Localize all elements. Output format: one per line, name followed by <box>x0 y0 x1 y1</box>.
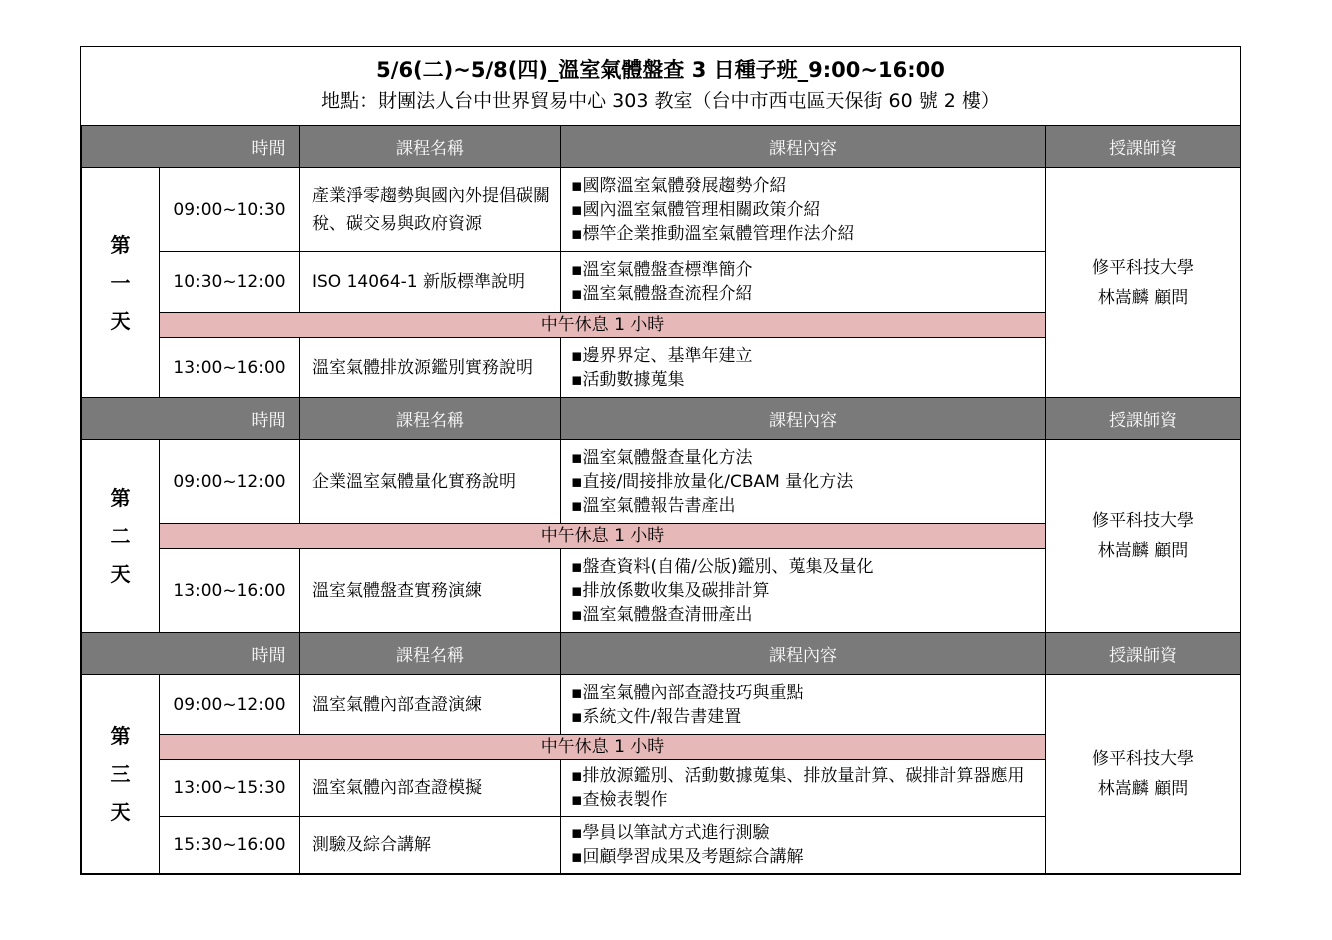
header-content: 課程內容 <box>561 398 1046 440</box>
session-course: 溫室氣體內部查證演練 <box>300 675 561 735</box>
session-course: 溫室氣體盤查實務演練 <box>300 549 561 633</box>
session-course: 企業溫室氣體量化實務說明 <box>300 440 561 524</box>
table-row <box>82 675 1241 735</box>
day-label: 第 二 天 <box>82 440 160 633</box>
lecturer-name: 林嵩麟 顧問 <box>1097 541 1189 561</box>
document-title: 5/6(二)~5/8(四)_溫室氣體盤查 3 日種子班_9:00~16:00 <box>376 58 945 82</box>
session-time: 09:00~12:00 <box>160 675 300 735</box>
session-content: ▪溫室氣體盤查量化方法 ▪直接/間接排放量化/CBAM 量化方法 ▪溫室氣體報告書產出 <box>561 440 1046 524</box>
session-time: 09:00~10:30 <box>160 168 300 252</box>
lecturer-org: 修平科技大學 <box>1092 511 1194 531</box>
lecturer-org: 修平科技大學 <box>1092 749 1194 769</box>
schedule-document <box>80 46 1241 875</box>
session-time: 13:00~16:00 <box>160 338 300 398</box>
session-time: 10:30~12:00 <box>160 252 300 313</box>
session-time: 09:00~12:00 <box>160 440 300 524</box>
lunch-break: 中午休息 1 小時 <box>160 313 1046 338</box>
session-course: 測驗及綜合講解 <box>300 817 561 874</box>
header-lecturer: 授課師資 <box>1046 633 1241 675</box>
lecturer-cell <box>1046 675 1241 874</box>
lunch-break: 中午休息 1 小時 <box>160 524 1046 549</box>
session-content: ▪學員以筆試方式進行測驗 ▪回顧學習成果及考題綜合講解 <box>561 817 1046 874</box>
session-course: ISO 14064-1 新版標準說明 <box>300 252 561 313</box>
day-label: 第 一 天 <box>82 168 160 398</box>
table-header-row <box>82 398 1241 440</box>
header-time: 時間 <box>160 398 300 440</box>
lunch-break: 中午休息 1 小時 <box>160 735 1046 760</box>
lecturer-cell <box>1046 168 1241 398</box>
session-content: ▪溫室氣體盤查標準簡介 ▪溫室氣體盤查流程介紹 <box>561 252 1046 313</box>
session-course: 溫室氣體內部查證模擬 <box>300 760 561 817</box>
header-course: 課程名稱 <box>300 398 561 440</box>
header-course: 課程名稱 <box>300 126 561 168</box>
header-course: 課程名稱 <box>300 633 561 675</box>
header-lecturer: 授課師資 <box>1046 126 1241 168</box>
session-time: 13:00~16:00 <box>160 549 300 633</box>
schedule-table <box>81 125 1241 874</box>
session-content: ▪邊界界定、基準年建立 ▪活動數據蒐集 <box>561 338 1046 398</box>
session-course: 溫室氣體排放源鑑別實務說明 <box>300 338 561 398</box>
header-blank-cell <box>82 398 160 440</box>
lecturer-name: 林嵩麟 顧問 <box>1097 287 1189 308</box>
session-content: ▪排放源鑑別、活動數據蒐集、排放量計算、碳排計算器應用 ▪查檢表製作 <box>561 760 1046 817</box>
session-content: ▪溫室氣體內部查證技巧與重點 ▪系統文件/報告書建置 <box>561 675 1046 735</box>
session-content: ▪國際溫室氣體發展趨勢介紹 ▪國內溫室氣體管理相關政策介紹 ▪標竿企業推動溫室氣體管理作法介紹 <box>561 168 1046 252</box>
session-content: ▪盤查資料(自備/公版)鑑別、蒐集及量化 ▪排放係數收集及碳排計算 ▪溫室氣體盤查清冊產出 <box>561 549 1046 633</box>
table-header-row <box>82 633 1241 675</box>
table-row <box>82 168 1241 252</box>
header-lecturer: 授課師資 <box>1046 398 1241 440</box>
session-course: 產業淨零趨勢與國內外提倡碳關稅、碳交易與政府資源 <box>300 168 561 252</box>
header-blank-cell <box>82 633 160 675</box>
table-header-row <box>82 126 1241 168</box>
header-content: 課程內容 <box>561 633 1046 675</box>
header-time: 時間 <box>160 126 300 168</box>
header-time: 時間 <box>160 633 300 675</box>
document-header <box>81 47 1240 125</box>
header-blank-cell <box>82 126 160 168</box>
session-time: 13:00~15:30 <box>160 760 300 817</box>
table-row <box>82 440 1241 524</box>
lecturer-name: 林嵩麟 顧問 <box>1097 779 1189 799</box>
header-content: 課程內容 <box>561 126 1046 168</box>
lecturer-cell <box>1046 440 1241 633</box>
session-time: 15:30~16:00 <box>160 817 300 874</box>
document-location: 地點：財團法人台中世界貿易中心 303 教室（台中市西屯區天保街 60 號 2 樓） <box>321 90 1000 112</box>
day-label: 第 三 天 <box>82 675 160 874</box>
lecturer-org: 修平科技大學 <box>1092 257 1194 278</box>
